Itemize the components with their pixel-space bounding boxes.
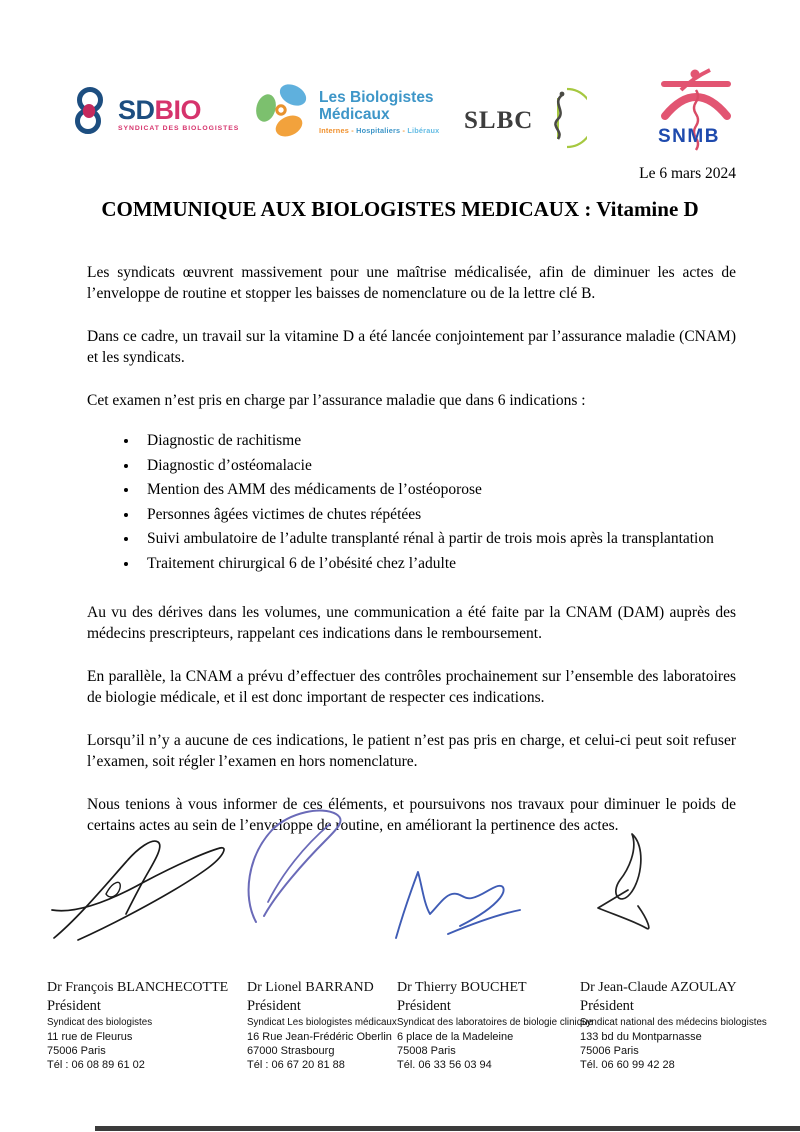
signatory-card-barrand <box>247 979 397 1072</box>
indication-item: • Diagnostic d’ostéomalacie <box>139 456 736 476</box>
logo-snmb <box>648 68 744 152</box>
page-title: COMMUNIQUE AUX BIOLOGISTES MEDICAUX : Vitamine D <box>101 197 699 221</box>
sdbio-interlocked-rings-icon <box>66 86 112 143</box>
signatory-org: Syndicat des biologistes <box>47 1017 153 1028</box>
signatory-card-blanchecotte <box>47 979 228 1072</box>
signatory-name: Dr Lionel BARRAND <box>247 980 374 995</box>
signatory-address: 133 bd du Montparnasse <box>580 1031 702 1043</box>
signatory-city: 67000 Strasbourg <box>247 1045 335 1057</box>
sdbio-tagline: SYNDICAT DES BIOLOGISTES <box>118 125 240 132</box>
lbm-tri-droplet-swirl-icon <box>252 78 314 147</box>
indication-item: • Diagnostic de rachitisme <box>139 431 736 451</box>
indication-item: • Personnes âgées victimes de chutes répétées <box>139 505 736 525</box>
paragraph-hors-nomenclature: Lorsqu’il n’y a aucune de ces indications, le patient n’est pas pris en charge, et celui-ci peut soit refuser l’examen, soit régler l’examen en hors nomenclature. <box>87 731 736 770</box>
signatory-city: 75008 Paris <box>397 1045 456 1057</box>
azoulay-signature <box>588 828 670 947</box>
signatory-city: 75006 Paris <box>580 1045 639 1057</box>
signatory-name: Dr François BLANCHECOTTE <box>47 980 229 995</box>
signatory-address: 6 place de la Madeleine <box>397 1031 514 1043</box>
document-body <box>87 262 736 858</box>
signatory-card-azoulay <box>580 979 767 1072</box>
page-edge-bar <box>95 1126 800 1131</box>
signatory-address: 11 rue de Fleurus <box>47 1031 133 1043</box>
signatory-address: 16 Rue Jean-Frédéric Oberlin <box>247 1031 392 1043</box>
signatory-phone: Tél. 06 60 99 42 28 <box>580 1059 675 1071</box>
sdbio-wordmark: SDBIO <box>118 95 202 125</box>
signatory-org: Syndicat national des médecins biologistes <box>580 1017 767 1028</box>
signatory-role: Président <box>47 998 101 1014</box>
paragraph-maitrise: Les syndicats œuvrent massivement pour une maîtrise médicalisée, afin de diminuer les actes de l’enveloppe de routine et stopper les baisses de nomenclature ou de la lettre clé B. <box>87 264 736 302</box>
logo-les-biologistes-medicaux <box>252 78 439 147</box>
signatory-name: Dr Thierry BOUCHET <box>397 980 527 995</box>
slbc-wordmark: SLBC <box>464 106 534 134</box>
signatory-card-bouchet <box>397 979 593 1072</box>
indication-item: • Traitement chirurgical 6 de l’obésité chez l’adulte <box>139 554 736 574</box>
paragraph-controles: En parallèle, la CNAM a prévu d’effectuer des contrôles prochainement sur l’ensemble des laboratoires de biologie médicale, et il est donc important de respecter ces indications. <box>87 667 736 706</box>
signatory-phone: Tél. 06 33 56 03 94 <box>397 1059 492 1071</box>
indication-item: • Mention des AMM des médicaments de l’ostéoporose <box>139 480 736 500</box>
signatory-role: Président <box>580 998 634 1014</box>
signatory-phone: Tél : 06 67 20 81 88 <box>247 1059 345 1071</box>
signatory-org: Syndicat des laboratoires de biologie clinique <box>397 1017 594 1028</box>
signatory-name: Dr Jean-Claude AZOULAY <box>580 980 737 995</box>
blanchecotte-signature <box>48 818 234 959</box>
signatory-role: Président <box>397 998 451 1014</box>
signatory-city: 75006 Paris <box>47 1045 106 1057</box>
paragraph-indications-intro: Cet examen n’est pris en charge par l’assurance maladie que dans 6 indications : <box>87 392 586 409</box>
lbm-wordmark-line2: Médicaux <box>319 105 390 123</box>
bouchet-signature <box>388 850 528 957</box>
barrand-signature <box>238 804 354 935</box>
indication-list <box>117 431 736 574</box>
snmb-wordmark: SNMB <box>658 126 720 147</box>
slbc-caduceus-leaf-icon <box>539 86 587 155</box>
paragraph-conclusion: Nous tenions à vous informer de ces éléments, et poursuivons nos travaux pour diminuer le poids de certains actes au sein de l’enveloppe de routine, en améliorant la pertinence des actes. <box>87 795 736 834</box>
indication-item: • Suivi ambulatoire de l’adulte transplanté rénal à partir de trois mois après la transplantation <box>139 529 736 549</box>
signatory-org: Syndicat Les biologistes médicaux <box>247 1017 397 1028</box>
paragraph-derives: Au vu des dérives dans les volumes, une communication a été faite par la CNAM (DAM) auprès des médecins prescripteurs, rappelant ces indications dans le remboursement. <box>87 603 736 642</box>
lbm-tagline: Internes - Hospitaliers - Libéraux <box>319 126 440 135</box>
logo-sdbio <box>66 86 239 143</box>
signatory-role: Président <box>247 998 301 1014</box>
logo-slbc <box>464 86 587 155</box>
signatory-phone: Tél : 06 08 89 61 02 <box>47 1059 145 1071</box>
lbm-wordmark-line1: Les Biologistes <box>319 89 434 106</box>
paragraph-cadre: Dans ce cadre, un travail sur la vitamine D a été lancée conjointement par l’assurance maladie (CNAM) et les syndicats. <box>87 328 736 366</box>
date-line: Le 6 mars 2024 <box>639 165 736 182</box>
